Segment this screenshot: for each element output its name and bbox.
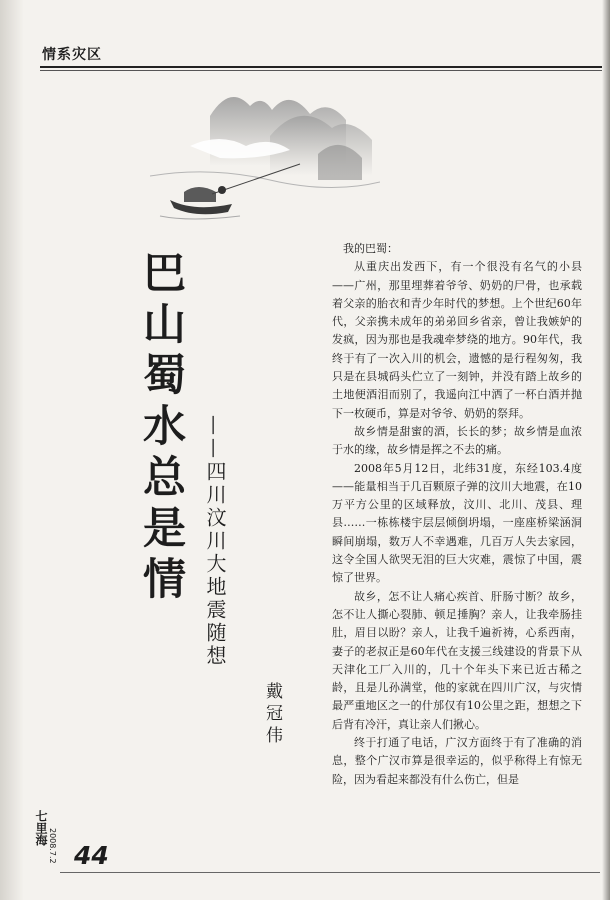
header-rule-thin	[40, 70, 602, 71]
header-rule	[40, 66, 602, 68]
paragraph: 故乡情是甜蜜的酒，长长的梦；故乡情是血浓于水的缘，故乡情是挥之不去的痛。	[332, 424, 582, 457]
magazine-issue: 2008.7.2	[48, 828, 57, 864]
page-gutter-shade	[0, 0, 24, 900]
magazine-name: 七里海	[34, 810, 48, 846]
page-number: 44	[74, 841, 109, 870]
paragraph: 从重庆出发西下，有一个很没有名气的小县——广州，那里埋葬着爷爷、奶奶的尸骨，也承载着父亲的胎衣和青少年时代的梦想。上个世纪60年代，父亲携未成年的弟弟回乡省亲，曾让我嫉妒的发疯，因为那也是我魂牵梦绕的地方。90年代，我终于有了一次入川的机会，遗憾的是行程匆匆，我只是在县城码头伫立了一刻钟，并没有踏上故乡的土地便酒泪而别了，我遥向江中洒了一杯白酒并抛下一枚硬币，算是对爷爷、奶奶的祭拜。	[332, 260, 582, 420]
footer-rule	[60, 872, 600, 873]
paragraph: 故乡，怎不让人痛心疾首、肝肠寸断？故乡，怎不让人撕心裂肺、顿足捶胸？亲人，让我牵肠挂肚，眉目以盼？亲人，让我千遍祈祷，心系西南，妻子的老叔正是60年代在支援三线建设的背景下从天津化工厂入川的，几十个年头下来已近古稀之龄，且是儿孙满堂，他的家就在四川广汉，与灾情最严重地区之一的什邡仅有10公里之距，想想之下后背有冷汗，真让亲人们揪心。	[332, 589, 582, 731]
ink-landscape-illustration	[150, 76, 380, 236]
article-title: 巴山蜀水总是情	[136, 250, 186, 607]
article-subtitle: ——四川汶川大地震随想	[203, 415, 227, 668]
article-body	[332, 240, 582, 789]
boat-canopy	[184, 187, 216, 202]
paragraph: 终于打通了电话，广汉方面终于有了准确的消息，整个广汉市算是很幸运的，似乎称得上有惊无险，因为看起来都没有什么伤亡，但是	[332, 736, 582, 786]
section-label: 情系灾区	[42, 47, 102, 63]
paragraph: 我的巴蜀：	[343, 242, 398, 255]
fisherman-figure	[218, 186, 226, 194]
article-author: 戴冠伟	[262, 682, 282, 748]
water-ripple	[160, 216, 240, 219]
page-edge-shade	[602, 0, 610, 900]
boat-shape	[170, 200, 232, 214]
paragraph: 2008年5月12日，北纬31度，东经103.4度——能量相当于几百颗原子弹的汶川大地震，在10万平方公里的区域释放，汶川、北川、茂县、理县……一栋栋楼宇层层倾倒坍塌，一座座桥梁涵洞瞬间崩塌，数万人不幸遇难，几百万人失去家园，这令全国人欲哭无泪的巨大灾难，震惊了中国，震惊了世界。	[332, 461, 582, 585]
